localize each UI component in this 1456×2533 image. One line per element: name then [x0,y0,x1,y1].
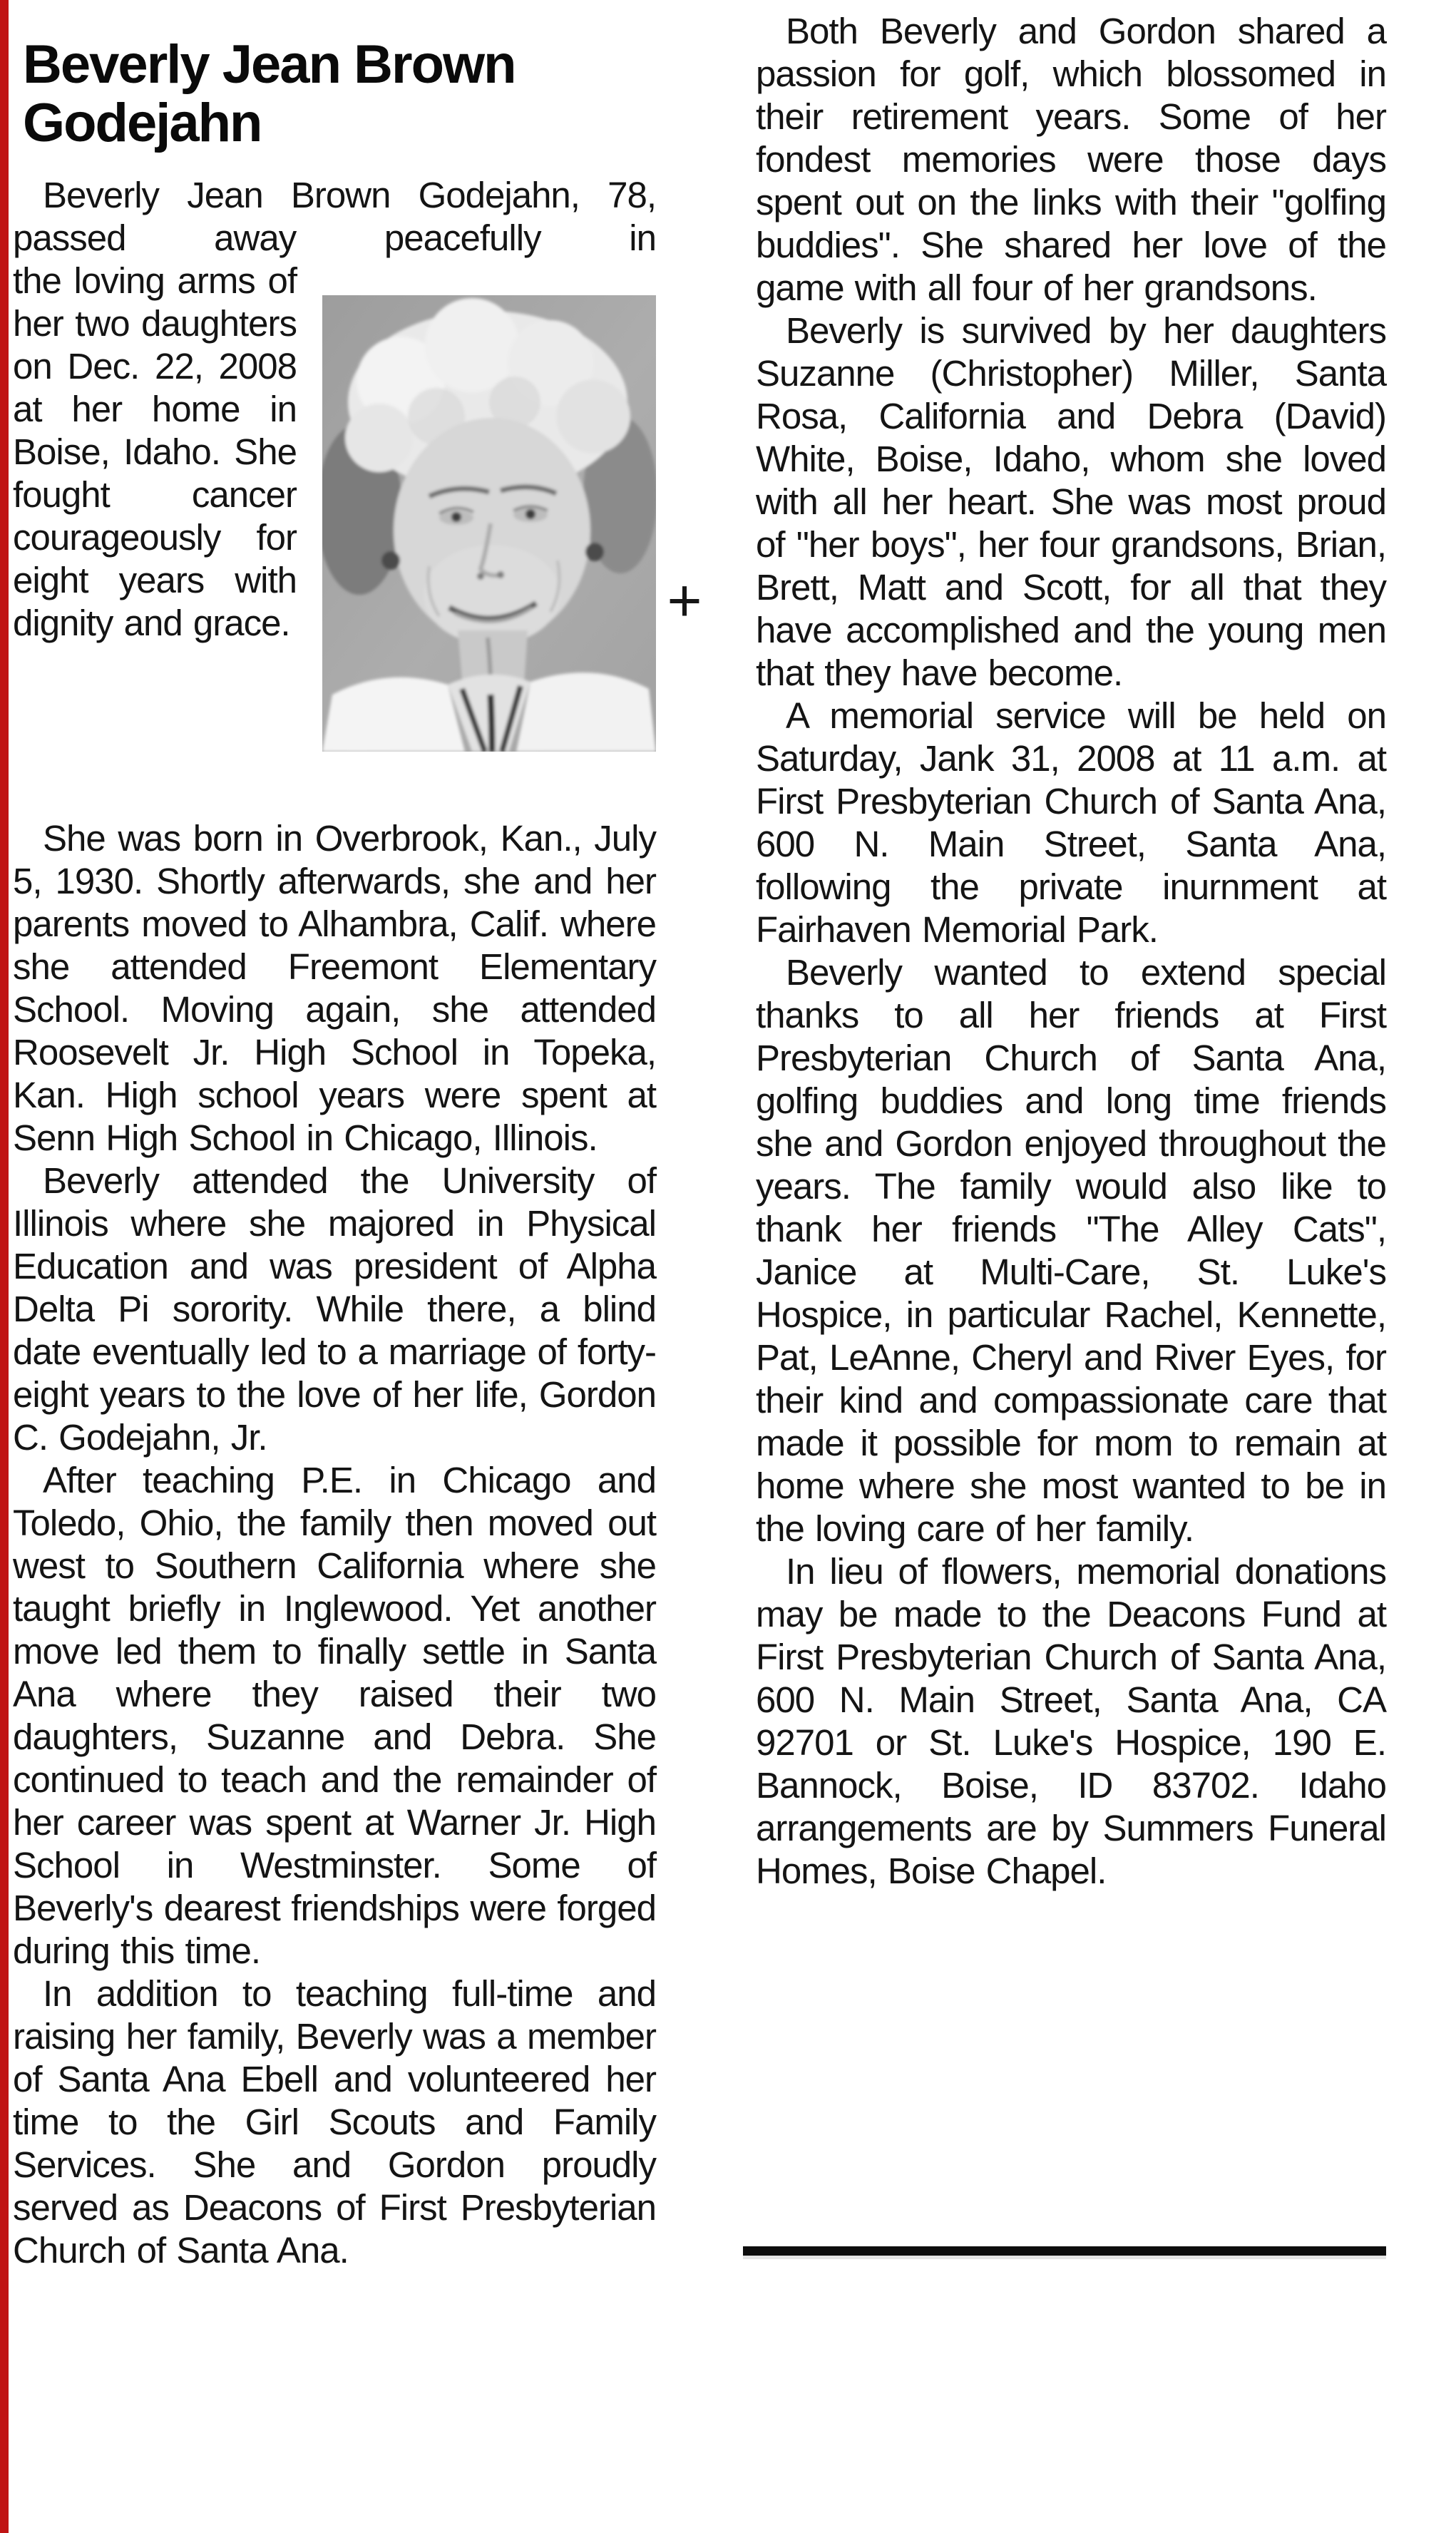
paragraph-golf: Both Beverly and Gordon shared a passion for golf, which blossomed in their retirement years. Some of her fondest memories were those days spent out on the links with their "golfing buddies". She shared her love of the game with all four of her grandsons. [756,11,1386,308]
paragraph-volunteering: In addition to teaching full-time and raising her family, Beverly was a member of Santa Ana Ebell and volunteered her time to the Girl Scouts and Family Services. She and Gordon proudly served as Deacons of First Presbyterian Church of Santa Ana. [13,1973,656,2271]
paragraph-university: Beverly attended the University of Illinois where she majored in Physical Education and was president of Alpha Delta Pi sorority. While there, a blind date eventually led to a marriage of forty-eight years to the love of her life, Gordon C. Godejahn, Jr. [13,1160,656,1458]
paragraph-thanks: Beverly wanted to extend special thanks to all her friends at First Presbyterian Church of Santa Ana, golfing buddies and long time friends she and Gordon enjoyed throughout the years. The family would also like to thank her friends "The Alley Cats", Janice at Multi-Care, St. Luke's Hospice, in particular Rachel, Kennette, Pat, LeAnne, Cheryl and River Eyes, for their kind and compassionate care that made it possible for mom to remain at home where she most wanted to be in the loving care of her family. [756,952,1386,1549]
paragraph-opening-narrow: the loving arms of her two daughters on Dec. 22, 2008 at her home in Boise, Idaho. She fought cancer courageously for eight years with dignity and grace. [13,260,297,643]
left-column [13,36,656,2272]
scan-edge-red-stripe [0,0,9,2533]
article-end-divider [743,2246,1386,2256]
left-column-body [13,174,656,2272]
right-column [756,10,1386,1893]
portrait-photo [322,295,656,752]
text-photo-wrap-row [13,260,656,817]
paragraph-opening-wide: Beverly Jean Brown Godejahn, 78, passed away peacefully in [13,175,656,258]
paragraph-survived-by: Beverly is survived by her daughters Suzanne (Christopher) Miller, Santa Rosa, California and Debra (David) White, Boise, Idaho, whom she loved with all her heart. She was most proud of "her boys", her four grandsons, Brian, Brett, Matt and Scott, for all that they have accomplished and the young men that they have become. [756,310,1386,693]
portrait-photo-graphic [322,295,656,752]
paragraph-donations: In lieu of flowers, memorial donations may be made to the Deacons Fund at First Presbyterian Church of Santa Ana, 600 N. Main Street, Santa Ana, CA 92701 or St. Luke's Hospice, 190 E. Bannock, Boise, ID 83702. Idaho arrangements are by Summers Funeral Homes, Boise Chapel. [756,1551,1386,1891]
paragraph-memorial-service: A memorial service will be held on Saturday, Jank 31, 2008 at 11 a.m. at First Presbyterian Church of Santa Ana, 600 N. Main Street, Santa Ana, following the private inurnment at Fairhaven Memorial Park. [756,695,1386,950]
plus-registration-icon: + [667,567,702,634]
obituary-headline: Beverly Jean Brown Godejahn [23,34,516,153]
paragraph-born: She was born in Overbrook, Kan., July 5, 1930. Shortly afterwards, she and her parents moved to Alhambra, Calif. where she attended Freemont Elementary School. Moving again, she attended Roosevelt Jr. High School in Topeka, Kan. High school years were spent at Senn High School in Chicago, Illinois. [13,818,656,1158]
paragraph-teaching: After teaching P.E. in Chicago and Toledo, Ohio, the family then moved out west to Southern California where she taught briefly in Inglewood. Yet another move led them to finally settle in Santa Ana where they raised their two daughters, Suzanne and Debra. She continued to teach and the remainder of her career was spent at Warner Jr. High School in Westminster. Some of Beverly's dearest friendships were forged during this time. [13,1460,656,1971]
